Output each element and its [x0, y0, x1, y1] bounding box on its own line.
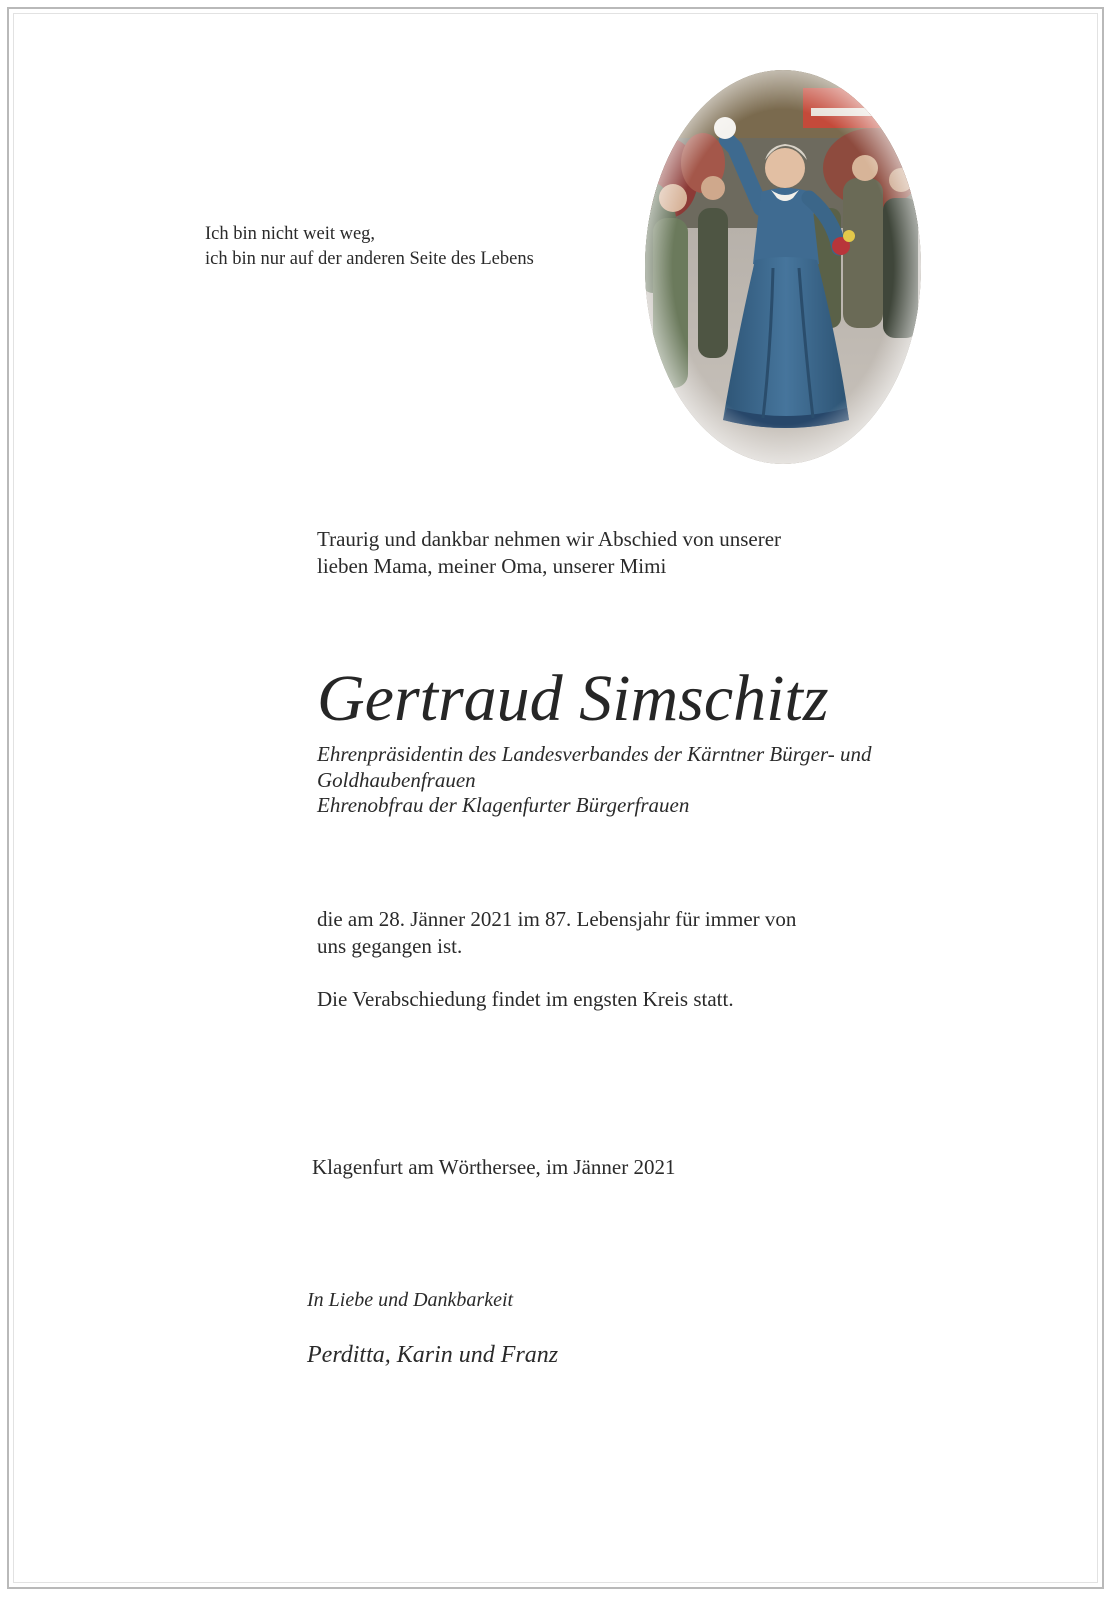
intro-text: [317, 526, 781, 580]
motto-line-2: ich bin nur auf der anderen Seite des Lebens: [205, 249, 534, 269]
place-and-date: Klagenfurt am Wörthersee, im Jänner 2021: [312, 1155, 676, 1179]
title-line-2: Goldhaubenfrauen: [317, 767, 476, 792]
intro-line-2: lieben Mama, meiner Oma, unserer Mimi: [317, 554, 667, 578]
death-notice: [317, 906, 796, 960]
family-signature: Perditta, Karin und Franz: [307, 1342, 559, 1368]
deceased-name: Gertraud Simschitz: [317, 662, 829, 735]
farewell-notice: Die Verabschiedung findet im engsten Kreis statt.: [317, 987, 734, 1011]
death-notice-line-2: uns gegangen ist.: [317, 934, 463, 958]
title-line-1: Ehrenpräsidentin des Landesverbandes der Kärntner Bürger- und: [317, 742, 872, 766]
intro-line-1: Traurig und dankbar nehmen wir Abschied von unserer: [317, 527, 782, 551]
portrait-photo: [643, 68, 923, 466]
closing-phrase: In Liebe und Dankbarkeit: [307, 1289, 514, 1311]
motto-line-1: Ich bin nicht weit weg,: [205, 224, 376, 244]
motto-quote: [205, 222, 534, 272]
death-notice-line-1: die am 28. Jänner 2021 im 87. Lebensjahr für immer von: [317, 907, 797, 931]
honorary-titles: [317, 742, 871, 819]
title-line-3: Ehrenobfrau der Klagenfurter Bürgerfrauen: [317, 793, 690, 817]
